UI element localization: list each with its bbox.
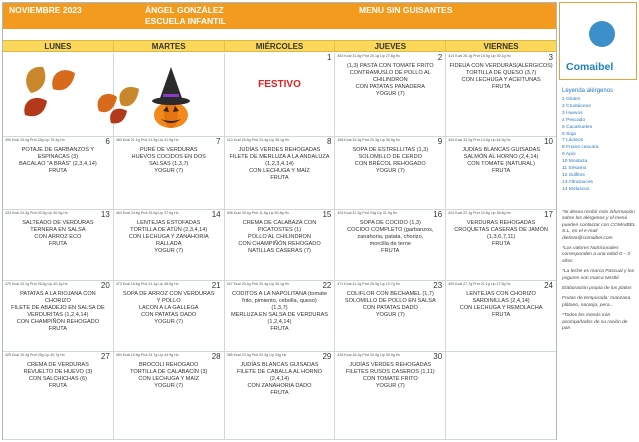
- comaibel-logo: [559, 2, 637, 80]
- weekday-jueves: JUEVES: [335, 41, 446, 51]
- meal-line: CON LECHUGA Y ACEITUNAS: [461, 77, 541, 84]
- day-number: 16: [433, 210, 443, 219]
- day-cell: [114, 281, 225, 352]
- meal-line: CON LECHUGA Y MAÍZ: [138, 376, 200, 383]
- day-number: 28: [211, 352, 221, 361]
- meal-line: COCIDO COMPLETO (garbanzos,: [347, 227, 434, 234]
- day-cell: [3, 137, 114, 210]
- meal-line: SALSAS (1,3,7): [148, 161, 189, 168]
- menu-header: [3, 3, 556, 29]
- day-cell: [225, 281, 336, 352]
- meal-list: [338, 291, 442, 319]
- meal-line: CON ZANAHORIA DADO: [247, 383, 312, 390]
- meal-line: FRUTA: [270, 175, 289, 182]
- meal-line: CREMA DE CALABAZA CON: [242, 220, 317, 226]
- day-number: 14: [211, 210, 221, 219]
- meal-list: [228, 147, 332, 182]
- halloween-decoration: [3, 53, 333, 135]
- allergen-item: 4 Pescado: [562, 117, 586, 123]
- day-number: 2: [437, 53, 443, 62]
- day-number: 8: [326, 137, 332, 146]
- weekday-martes: MARTES: [114, 41, 225, 51]
- day-number: 20: [100, 281, 110, 290]
- meal-line: CON LECHUGA Y MAÍZ: [249, 168, 310, 175]
- day-number: 24: [544, 281, 553, 290]
- day-cell: [225, 352, 336, 440]
- nutrition-info: 473 Kcal 18.6g Prot 21.1g Lip 48.6g Hc: [115, 282, 179, 286]
- meal-list: [228, 362, 332, 397]
- meal-line: YOGUR (7): [154, 383, 184, 390]
- day-number: 7: [216, 137, 221, 146]
- meal-list: [449, 147, 553, 175]
- meal-line: CON SALCHICHAS (6): [28, 376, 87, 383]
- nutrition-info: 464 Kcal 24.6g Prot 25.9g Lip 37.6g Hc: [115, 211, 179, 215]
- meal-line: FRUTA: [491, 312, 511, 319]
- meal-line: FRUTA: [491, 168, 511, 175]
- meal-line: CON CHAMPIÑÓN REHOGADO: [238, 241, 321, 248]
- meal-line: YOGUR (7): [154, 168, 184, 175]
- meal-line: TORTILLA DE QUESO (3,7): [465, 70, 537, 77]
- meal-line: FILETES RUSOS CASEROS (1,11): [345, 369, 435, 376]
- meal-line: zanahoria, patata, chorizo,: [357, 234, 424, 241]
- day-number: 17: [544, 210, 553, 219]
- meal-list: [338, 362, 442, 390]
- meal-line: RALLADA: [155, 241, 182, 248]
- meal-line: (2,4,14): [269, 376, 290, 383]
- nutrition-info: 447 Kcal 29.4g Prot 20.4g Lip 35.1g Hc: [226, 282, 290, 286]
- meal-line: FILETE DE ABADEJO EN SALSA DE: [11, 305, 105, 312]
- meal-line: (1,3) PASTA CON TOMATE FRITO: [346, 63, 434, 69]
- note-text: *Todos los menús irán acompañados de su ración de pan: [562, 313, 628, 332]
- note-text: Frutas de temporada: manzana, plátano, naranja, pera...: [562, 296, 632, 308]
- meal-line: FILETE DE CABALLA AL HORNO: [237, 369, 322, 376]
- nutrition-info: 425 Kcal 15.4g Prot 23g Lip 40.7g Hc: [5, 353, 65, 357]
- nutrition-info: 480 Kcal 21.1g Prot 31.9g Lip 41.9g Hc: [115, 138, 179, 142]
- meal-line: (1,3,6,7,11): [486, 234, 516, 241]
- note-text: *Los valores Nutricionales corresponden a una edad 0 – 3 años: [562, 246, 630, 264]
- meal-line: LACON A LA GALLEGA: [138, 305, 199, 312]
- nutrition-info: 385 Kcal 23.3g Prot 20.3g Lip 34g Hc: [226, 353, 287, 357]
- meal-line: NATILLAS CASERAS (7): [248, 248, 311, 255]
- day-cell: [114, 210, 225, 281]
- day-number: 9: [437, 137, 443, 146]
- nutrition-info: 433 Kcal 24.3g Prot 20.9g Lip 40.9g Hc: [5, 211, 68, 215]
- meal-line: FRUTA: [48, 168, 68, 175]
- day-number: 15: [322, 210, 332, 219]
- allergen-item: 5 Cacahuetes: [562, 124, 593, 130]
- meal-line: YOGUR (7): [375, 91, 405, 98]
- allergen-item: 13 Altramuces: [562, 179, 593, 185]
- meal-line: FRUTA: [381, 248, 400, 255]
- day-number: 21: [211, 281, 221, 290]
- meal-line: BACALAO "A BRÁS" (2,3,4,14): [19, 161, 97, 168]
- meal-line: CROQUETAS CASERAS DE JAMÓN: [454, 227, 548, 234]
- meal-line: frito, pimiento, cebolla, queso): [242, 298, 317, 305]
- meal-list: [228, 291, 332, 334]
- meal-line: POLLO AL CHILINDRON: [248, 234, 311, 241]
- meal-line: COLIFLOR CON BECHAMEL (1,7): [346, 291, 434, 297]
- meal-line: TERNERA EN SALSA: [30, 227, 86, 234]
- meal-line: FRUTA: [48, 241, 68, 248]
- meal-line: JUDÍAS VERDES REHOGADAS: [238, 147, 321, 153]
- day-number: 13: [100, 210, 110, 219]
- meal-line: CREMA DE VERDURAS: [26, 362, 89, 368]
- meal-line: SALTEADO DE VERDURAS: [22, 220, 94, 226]
- meal-line: CON LECHUGA Y REMOLACHA: [459, 305, 543, 312]
- menu-calendar: [2, 2, 557, 440]
- note-text: Elaboración propia de los platos: [562, 286, 632, 292]
- meal-line: SOLOMILLO DE CERDO: [358, 154, 422, 161]
- day-number: 22: [322, 281, 332, 290]
- meal-line: SOLOMILLO DE POLLO EN SALSA: [344, 298, 436, 305]
- allergen-legend-title: Leyenda alérgenos: [562, 88, 614, 94]
- week-row: [3, 137, 556, 210]
- meal-list: [6, 291, 110, 334]
- meal-line: BROCOLI REHOGADO: [139, 362, 199, 368]
- day-cell: [3, 352, 114, 440]
- note-text: *La leche es marca Pascual y los yogures son marca Nestlé: [562, 269, 635, 281]
- nutrition-info: 471 Kcal 41.2g Prot 28.9g Lip 19.7g Hc: [337, 282, 401, 286]
- day-cell: [335, 137, 446, 210]
- weekday-miercoles: MIÉRCOLES: [225, 41, 336, 51]
- day-cell: [114, 352, 225, 440]
- meal-line: YOGUR (7): [375, 383, 405, 390]
- meal-line: CHILINDRON: [372, 77, 408, 84]
- meal-line: JUDÍAS BLANCAS GUISADAS: [240, 362, 319, 368]
- meal-line: HUEVOS COCIDOS EN DOS: [131, 154, 206, 161]
- weekday-lunes: LUNES: [3, 41, 114, 51]
- meal-list: [117, 291, 221, 326]
- meal-list: [6, 220, 110, 248]
- meal-list: [117, 220, 221, 255]
- meal-line: CON PATATAS PANADERA: [355, 84, 425, 91]
- day-cell: [225, 137, 336, 210]
- meal-line: JUDÍAS VERDES REHOGADAS: [349, 362, 432, 368]
- day-cell: [225, 210, 336, 281]
- week-row: [3, 210, 556, 281]
- meal-list: [449, 63, 553, 91]
- meal-line: POTAJE DE GARBANZOS Y: [21, 147, 95, 153]
- allergen-item: 3 Huevos: [562, 110, 583, 116]
- day-number: 29: [322, 352, 332, 361]
- allergen-item: 12 Sulfitos: [562, 172, 585, 178]
- nutrition-info: 499 Kcal 15.4g Prot 33g Lip 75.4g Hc: [5, 138, 65, 142]
- notes-section: [562, 210, 636, 337]
- meal-line: FRUTA: [48, 383, 68, 390]
- meal-line: VERDURITAS (1,2,4,14): [27, 312, 89, 319]
- meal-line: CON PATATAS DADO: [362, 305, 418, 312]
- meal-line: LENTEJAS CON CHORIZO: [466, 291, 536, 297]
- day-number: 6: [105, 137, 110, 146]
- day-number: 1: [326, 53, 332, 62]
- meal-line: morcilla de terne: [369, 241, 411, 248]
- meal-line: MERLUZA EN SALSA DE VERDURAS: [230, 312, 328, 319]
- meal-line: FRUTA: [48, 326, 68, 333]
- day-cell: [3, 281, 114, 352]
- day-cell: [446, 281, 556, 352]
- meal-line: CODITOS A LA NAPOLITANA (tomate: [232, 291, 327, 297]
- allergen-item: 1 Gluten: [562, 97, 581, 102]
- day-cell: [3, 210, 114, 281]
- nutrition-info: 414 Kcal 26.1g Prot 15.5g Lip 39.1g Hc: [448, 54, 511, 58]
- menu-name: MENU SIN GUISANTES: [359, 5, 453, 15]
- meal-line: FRUTA: [491, 241, 511, 248]
- fork-spoon-icon: [589, 21, 615, 47]
- allergen-item: 10 Mostaza: [562, 159, 588, 165]
- meal-line: VERDURAS REHOGADAS: [466, 220, 536, 226]
- meal-line: ESPINACAS (3): [37, 154, 79, 161]
- meal-line: SARDINILLAS (2,4,14): [472, 298, 530, 305]
- meal-line: SALMÓN AL HORNO (2,4,14): [463, 154, 539, 161]
- meal-line: (1,2,3,4,14): [265, 161, 294, 168]
- nutrition-info: 426 Kcal 18.2g Prot 33.9g Lip 39.9g Hc: [337, 353, 401, 357]
- meal-line: (1,3,7): [271, 305, 288, 312]
- meal-line: (1,2,4,14): [267, 319, 292, 326]
- meal-line: SOPA DE ARROZ CON VERDURAS: [122, 291, 215, 297]
- meal-line: REVUELTO DE HUEVO (3): [23, 369, 93, 376]
- meal-line: PATATAS A LA RIOJANA CON: [20, 291, 96, 297]
- meal-line: TORTILLA DE ATÚN (2,3,4,14): [130, 227, 208, 234]
- nutrition-info: 409 Kcal 27.7g Prot 21.1g Lip 27.5g Hc: [448, 282, 511, 286]
- day-cell: [335, 352, 446, 440]
- nutrition-info: 434 Kcal 33.2g Prot 14.6g Lip 44.9g Hc: [448, 138, 511, 142]
- allergen-item: 8 Frutos cascara: [562, 145, 599, 151]
- nutrition-info: 424 Kcal 31.3g Prot 24g Lip 31.9g Hc: [337, 211, 398, 215]
- day-number: 27: [100, 352, 110, 361]
- day-cell: [446, 137, 556, 210]
- meal-list: [117, 147, 221, 175]
- meal-line: CON ARROZ ECO: [34, 234, 82, 241]
- day-cell: [335, 53, 446, 137]
- meal-list: [6, 147, 110, 175]
- month-label: NOVIEMBRE 2023: [9, 5, 82, 15]
- meal-list: [338, 220, 442, 255]
- meal-line: YOGUR (7): [154, 319, 184, 326]
- nutrition-info: 424 Kcal 22.1g Prot 24.8g Lip 38.6g Hc: [448, 211, 511, 215]
- meal-line: FILETE DE MERLUZA A LA ANDALUZA: [229, 154, 330, 161]
- logo-text: Comaibel: [566, 61, 614, 73]
- sidebar: [559, 2, 637, 440]
- pumpkin-witch-hat-icon: [152, 67, 190, 128]
- meal-line: FRUTA: [270, 390, 289, 397]
- meal-list: [449, 220, 553, 248]
- meal-line: CON CHAMPIÑÓN REHOGADO: [16, 319, 100, 326]
- meal-line: FRUTA: [270, 326, 289, 333]
- meal-line: FRUTA: [491, 84, 511, 91]
- meal-line: SOPA DE ESTRELLITAS (1,3): [352, 147, 429, 153]
- weekday-header: [3, 40, 556, 52]
- meal-line: CON BRÉCOL REHOGADO: [354, 161, 426, 168]
- day-cell: [335, 281, 446, 352]
- meal-line: FIDEUA CON VERDURAS(ALERGICOS): [449, 63, 553, 69]
- allergen-item: 6 Soja: [562, 131, 576, 137]
- meal-line: CON TOMATE FRITO: [362, 376, 418, 383]
- meal-line: TORTILLA DE CALABACÍN (3): [130, 369, 208, 376]
- meal-line: CON TOMATE (NATURAL): [467, 161, 535, 168]
- meal-list: [6, 362, 110, 390]
- meal-list: [338, 63, 442, 98]
- meal-line: YOGUR (7): [375, 168, 405, 175]
- nutrition-info: 454 Kcal 19.8g Prot 24.7g Lip 44.9g Hc: [115, 353, 179, 357]
- meal-line: JUDÍAS BLANCAS GUISADAS: [462, 147, 541, 153]
- meal-line: SOPA DE COCIDO (1,3): [359, 220, 421, 226]
- nutrition-info: 398 Kcal 33.3g Prot 20.3g Lip 36.9g Hc: [337, 138, 401, 142]
- allergen-legend-list: [562, 97, 598, 194]
- person-name: ÁNGEL GONZÁLEZ: [145, 5, 224, 15]
- day-cell: [114, 137, 225, 210]
- day-number: 10: [544, 137, 553, 146]
- day-cell: [446, 210, 556, 281]
- meal-line: Y POLLO: [156, 298, 181, 305]
- allergen-item: 2 Crustáceos: [562, 103, 591, 109]
- meal-line: YOGUR (7): [375, 312, 405, 319]
- meal-line: CON PATATAS DADO: [141, 312, 197, 319]
- school-name: ESCUELA INFANTIL: [145, 16, 226, 26]
- meal-line: CONTRAMUSLO DE POLLO AL: [349, 70, 431, 77]
- nutrition-info: 470 Kcal 33.1g Prot 26.5g Lip 40.1g Hc: [5, 282, 68, 286]
- meal-list: [449, 291, 553, 319]
- meal-line: YOGUR (7): [154, 248, 184, 255]
- weekday-viernes: VIERNES: [483, 42, 519, 51]
- meal-list: [338, 147, 442, 175]
- day-number: 30: [433, 352, 443, 361]
- meal-line: PURÉ DE VERDURAS: [139, 147, 198, 153]
- allergen-item: 9 Apio: [562, 152, 576, 158]
- day-cell: [335, 210, 446, 281]
- meal-list: [117, 362, 221, 390]
- meal-line: CHORIZO: [45, 298, 71, 305]
- nutrition-info: 408 Kcal 28.4g Prot 11.6g Lip 50.8g Hc: [226, 211, 290, 215]
- allergen-item: 11 Sésamo: [562, 166, 587, 172]
- day-number: 23: [433, 281, 443, 290]
- meal-line: PICATOSTES (1): [257, 227, 302, 234]
- autumn-leaves-icon: [24, 67, 139, 124]
- week-row: [3, 281, 556, 352]
- nutrition-info: 413 Kcal 26.6g Prot 23.4g Lip 38.1g Hc: [226, 138, 290, 142]
- meal-list: [228, 220, 332, 255]
- day-number: 3: [548, 53, 553, 62]
- allergen-item: 14 Moluscos: [562, 186, 590, 192]
- nutrition-info: 463 Kcal 31.8g Prot 20.1g Lip 27.8g Hc: [337, 54, 401, 58]
- meal-line: LENTEJAS ESTOFADAS: [137, 220, 201, 226]
- holiday-label: FESTIVO: [258, 79, 301, 90]
- day-cell: [446, 53, 556, 137]
- week-row: [3, 352, 556, 440]
- meal-line: CON LECHUGA Y ZANAHORIA: [128, 234, 209, 241]
- allergen-item: 7 Lácteos: [562, 138, 584, 144]
- day-cell: [446, 352, 556, 440]
- note-text: *Si desea recibir más información sobre los alérgenos y el menú pueden contactar con COMAIBEL S.L. en el e-mail dietista@comaibel.com: [562, 210, 636, 241]
